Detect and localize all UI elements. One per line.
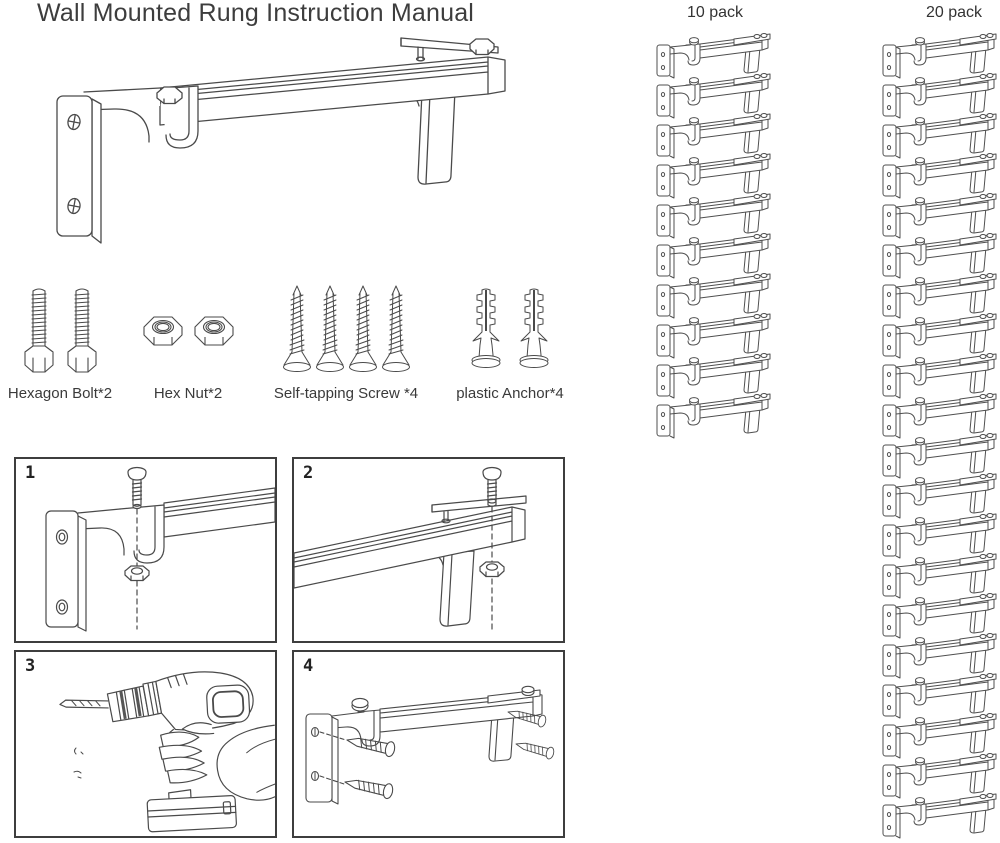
plastic-anchor-icons — [443, 282, 577, 380]
step-1-number: 1 — [25, 463, 36, 483]
page-title: Wall Mounted Rung Instruction Manual — [37, 0, 475, 27]
part-hexagon-bolt — [2, 282, 118, 402]
pack-10-stack — [654, 32, 776, 440]
bracket-mini-icon — [880, 792, 1000, 840]
step-1-panel — [14, 457, 277, 643]
screw-icon — [282, 284, 312, 378]
hex-nut-icon — [141, 312, 185, 350]
anchor-icon — [516, 287, 552, 375]
part-self-tapping-screw — [260, 282, 432, 402]
step-2-number: 2 — [303, 463, 314, 483]
screw-icon — [381, 284, 411, 378]
hexagon-bolt-icons — [2, 282, 118, 380]
part-label-hex-nut: Hex Nut*2 — [153, 385, 223, 402]
step-3-panel — [14, 650, 277, 838]
step-3-art — [16, 652, 275, 836]
hex-nut-icon — [192, 312, 236, 350]
anchor-icon — [468, 287, 504, 375]
pack-10-label: 10 pack — [686, 4, 744, 21]
pack-20-stack — [880, 32, 1000, 840]
part-hex-nut — [138, 282, 238, 402]
step-4-art — [294, 652, 563, 836]
screw-icon — [315, 284, 345, 378]
step-4-panel — [292, 650, 565, 838]
hex-nut-icons — [138, 282, 238, 380]
product-drawing — [18, 36, 518, 248]
self-tapping-screw-icons — [260, 282, 432, 380]
bracket-mini-icon — [654, 392, 776, 440]
step-2-panel — [292, 457, 565, 643]
step-4-number: 4 — [303, 656, 314, 676]
step-3-number: 3 — [25, 656, 36, 676]
step-1-art — [16, 459, 275, 641]
part-label-plastic-anchor: plastic Anchor*4 — [456, 385, 564, 402]
screw-icon — [348, 284, 378, 378]
part-plastic-anchor — [443, 282, 577, 402]
hex-bolt-icon — [22, 286, 56, 376]
step-2-art — [294, 459, 563, 641]
part-label-self-tapping-screw: Self-tapping Screw *4 — [273, 385, 419, 402]
pack-20-label: 20 pack — [925, 4, 983, 21]
part-label-hexagon-bolt: Hexagon Bolt*2 — [7, 385, 113, 402]
hex-bolt-icon — [65, 286, 99, 376]
